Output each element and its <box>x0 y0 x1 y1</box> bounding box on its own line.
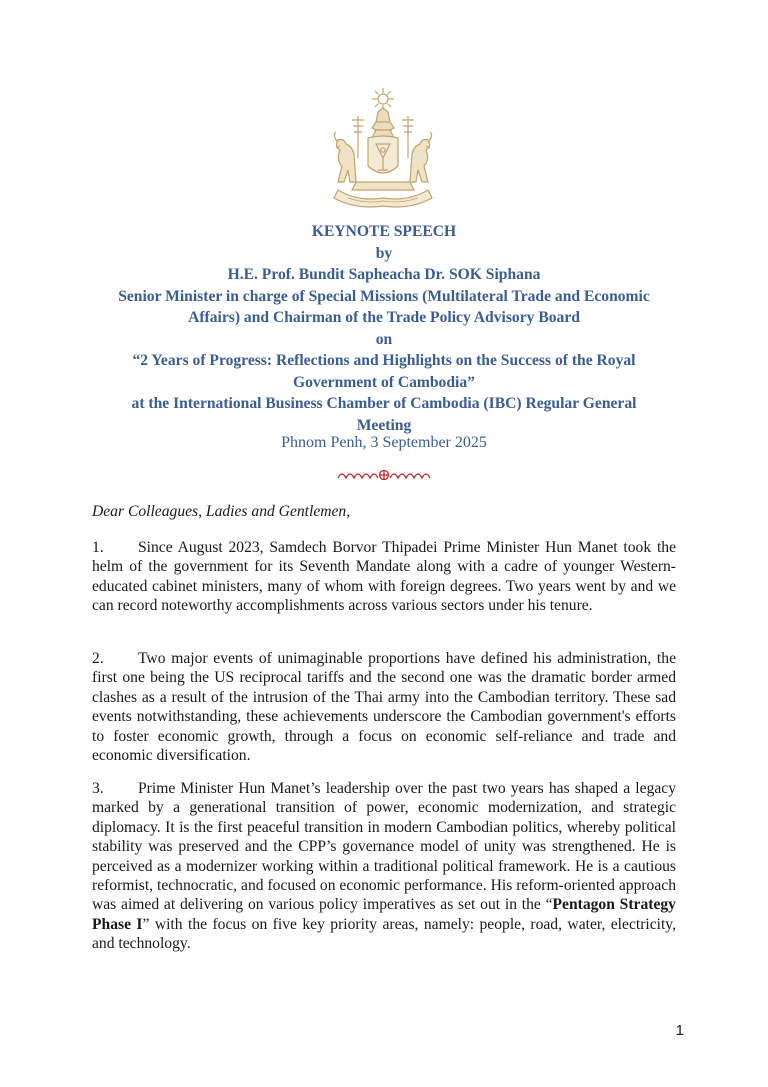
paragraph-text-continued: ” with the focus on five key priority areas, namely: people, road, water, electricity, and technology. <box>92 915 676 953</box>
paragraph-text: Two major events of unimaginable proportions have defined his administration, the first one being the US reciprocal tariffs and the second one was the dramatic border armed clashes as a result of the intrusion of the Thai army into the Cambodian territory. These sad events notwithstanding, these achievements underscore the Cambodian government's efforts to foster economic growth, through a focus on economic self-reliance and trade and economic diversification. <box>92 650 676 765</box>
speaker-role-line-2: Affairs) and Chairman of the Trade Policy Advisory Board <box>188 309 580 326</box>
page-number: 1 <box>675 1022 684 1039</box>
by-line: by <box>375 244 393 262</box>
speaker-role-line-1: Senior Minister in charge of Special Missions (Multilateral Trade and Economic <box>118 287 650 305</box>
topic-line-1: “2 Years of Progress: Reflections and Highlights on the Success of the Royal <box>132 352 636 369</box>
khmer-divider-ornament-icon <box>334 466 434 484</box>
speaker-name: H.E. Prof. Bundit Sapheacha Dr. SOK Siphana <box>227 266 541 283</box>
paragraph-text: Prime Minister Hun Manet’s leadership over the past two years has shaped a legacy marked by a generational transition of power, economic modernization, and strategic diplomacy. It is the first peaceful transition in modern Cambodian politics, whereby political stability was preserved and the CPP’s governance model of unity was strengthened. He is perceived as a modernizer working within a traditional political framework. He is a cautious reformist, technocratic, and focused on economic performance. His reform-oriented approach was aimed at delivering on various policy imperatives as set out in the “ <box>92 780 676 914</box>
sunburst <box>372 88 394 110</box>
venue-line-1: at the International Business Chamber of Cambodia (IBC) Regular General <box>131 395 637 412</box>
paragraph-number: 3. <box>92 780 104 797</box>
place-and-date: Phnom Penh, 3 September 2025 <box>281 434 487 451</box>
pentagon-strategy-emphasis: Pentagon Strategy Phase I <box>92 896 676 933</box>
paragraph-1 <box>92 538 676 616</box>
salutation: Dear Colleagues, Ladies and Gentlemen, <box>92 503 351 520</box>
paragraph-2 <box>92 649 676 765</box>
on-line: on <box>375 330 393 348</box>
paragraph-3 <box>92 779 676 954</box>
paragraph-number: 1. <box>92 539 104 556</box>
venue-line-2: Meeting <box>356 416 412 434</box>
topic-line-2: Government of Cambodia” <box>293 373 475 391</box>
royal-arms-icon <box>318 86 448 210</box>
speech-title: KEYNOTE SPEECH <box>311 223 457 240</box>
paragraph-number: 2. <box>92 650 104 667</box>
paragraph-text: Since August 2023, Samdech Borvor Thipadei Prime Minister Hun Manet took the helm of the government for its Seventh Mandate along with a cadre of younger Western-educated cabinet ministers, many of whom with foreign degrees. Two years went by and we can record noteworthy accomplishments across various sectors under his tenure. <box>92 539 676 615</box>
speech-heading <box>60 221 708 436</box>
